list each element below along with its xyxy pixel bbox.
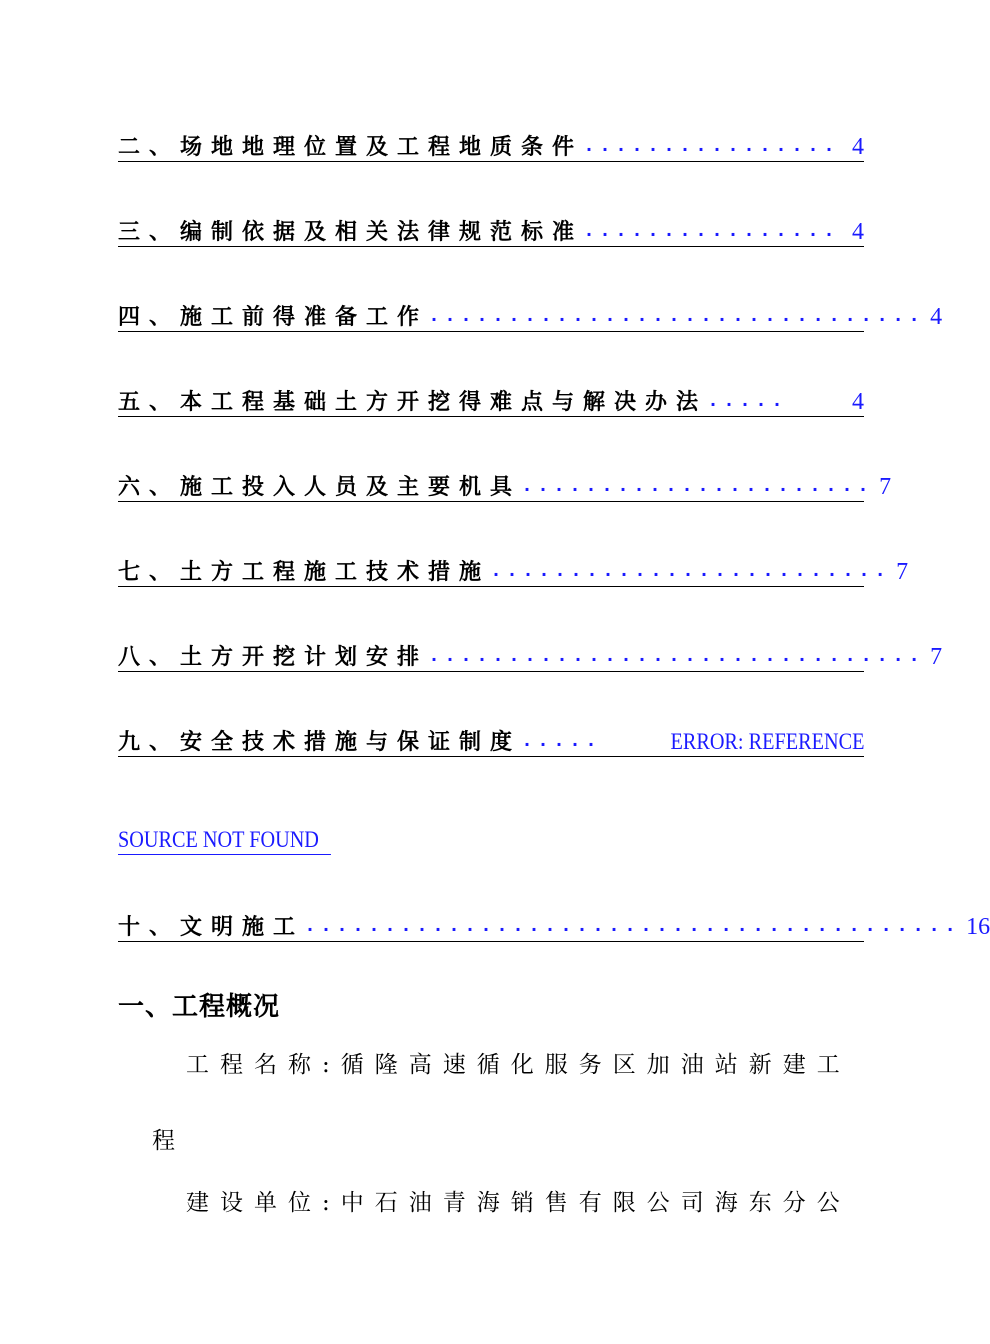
toc-entry-10[interactable]	[118, 910, 990, 942]
toc-label: 十、文明施工	[118, 914, 305, 940]
toc-entry-2[interactable]	[118, 130, 864, 162]
builder-line: 建设单位:中石油青海销售有限公司海东分公	[186, 1190, 851, 1216]
toc-page-number: 7	[879, 474, 892, 500]
toc-leader-dots: ......................	[521, 475, 874, 498]
toc-page-number: 4	[852, 389, 864, 415]
toc-label: 七、土方工程施工技术措施	[118, 559, 491, 585]
toc-entry-7[interactable]	[118, 555, 909, 587]
project-name-line-continued: 程	[152, 1128, 186, 1154]
toc-label: 二、场地地理位置及工程地质条件	[118, 134, 584, 160]
toc-leader-dots: ...............................	[428, 305, 925, 328]
toc-leader-dots: .........................	[490, 560, 891, 583]
toc-page-number: 7	[896, 559, 909, 585]
toc-entry-5[interactable]	[118, 385, 864, 417]
toc-page-number: 7	[930, 644, 943, 670]
toc-leader-dots: ................	[583, 220, 840, 243]
section-heading: 一、工程概况	[118, 992, 281, 1022]
toc-leader-dots: .....	[707, 390, 788, 413]
toc-page-number: 4	[852, 219, 864, 245]
toc-page-number: 4	[852, 134, 864, 160]
toc-reference-error-continuation[interactable]: SOURCE NOT FOUND	[118, 826, 331, 855]
toc-leader-dots: ...............................	[428, 645, 925, 668]
toc-leader-dots: .....	[521, 730, 602, 753]
toc-entry-3[interactable]	[118, 215, 864, 247]
toc-label: 三、编制依据及相关法律规范标准	[118, 219, 584, 245]
toc-label: 六、施工投入人员及主要机具	[118, 474, 522, 500]
toc-reference-error: ERROR: REFERENCE	[670, 729, 864, 754]
toc-entry-6[interactable]	[118, 470, 892, 502]
toc-label: 九、安全技术措施与保证制度	[118, 729, 522, 755]
toc-entry-9[interactable]	[118, 725, 864, 757]
toc-label: 五、本工程基础土方开挖得难点与解决办法	[118, 389, 708, 415]
toc-entry-8[interactable]	[118, 640, 943, 672]
toc-leader-dots: ................	[583, 135, 840, 158]
toc-page-number: 16	[966, 914, 990, 940]
toc-entry-4[interactable]	[118, 300, 943, 332]
toc-page-number: 4	[930, 304, 943, 330]
toc-label: 四、施工前得准备工作	[118, 304, 429, 330]
toc-label: 八、土方开挖计划安排	[118, 644, 429, 670]
toc-leader-dots: .........................................	[304, 915, 961, 938]
project-name-line: 工程名称:循隆高速循化服务区加油站新建工	[186, 1052, 851, 1078]
